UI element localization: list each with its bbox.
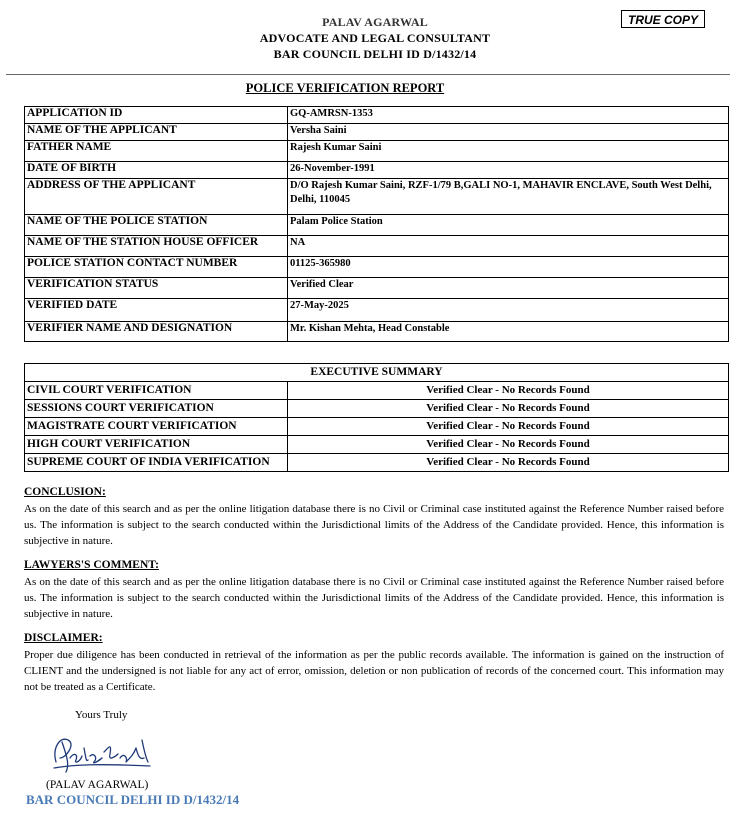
info-label: ADDRESS OF THE APPLICANT <box>25 179 288 215</box>
summary-label: HIGH COURT VERIFICATION <box>25 436 288 454</box>
info-label: NAME OF THE APPLICANT <box>25 124 288 141</box>
conclusion-section <box>24 484 724 549</box>
summary-row <box>25 382 729 400</box>
info-value: 27-May-2025 <box>288 299 729 322</box>
disclaimer-section <box>24 630 724 695</box>
report-title: POLICE VERIFICATION REPORT <box>245 81 445 95</box>
lawyer-title: ADVOCATE AND LEGAL CONSULTANT <box>259 31 491 45</box>
info-row <box>25 236 729 257</box>
header-divider <box>6 74 730 75</box>
summary-row <box>25 418 729 436</box>
info-row <box>25 124 729 141</box>
info-value: GQ-AMRSN-1353 <box>288 107 729 124</box>
info-label: NAME OF THE STATION HOUSE OFFICER <box>25 236 288 257</box>
info-value: 26-November-1991 <box>288 162 729 179</box>
lawyer-bar-id: BAR COUNCIL DELHI ID D/1432/14 <box>273 47 477 61</box>
info-row <box>25 179 729 215</box>
conclusion-text: As on the date of this search and as per the online litigation database there is no Civil or Criminal case instituted against the Reference Number raised before us. The information is subject to the search conducted within the Jurisdictional limits of the Address of the Candidate provided. Hence, this information is subjective in nature. <box>24 503 724 547</box>
summary-heading: EXECUTIVE SUMMARY <box>25 364 729 382</box>
summary-value: Verified Clear - No Records Found <box>288 418 729 436</box>
summary-row <box>25 400 729 418</box>
info-label: DATE OF BIRTH <box>25 162 288 179</box>
info-value: Mr. Kishan Mehta, Head Constable <box>288 322 729 342</box>
lawyers-comment-text: As on the date of this search and as per the online litigation database there is no Civil or Criminal case instituted against the Reference Number raised before us. The information is subject to the search conducted within the Jurisdictional limits of the Address of the Candidate provided. Hence, this information is subjective in nature. <box>24 576 724 620</box>
info-value: Rajesh Kumar Saini <box>288 141 729 162</box>
summary-row <box>25 436 729 454</box>
summary-label: SUPREME COURT OF INDIA VERIFICATION <box>25 454 288 472</box>
summary-value: Verified Clear - No Records Found <box>288 436 729 454</box>
info-label: VERIFIER NAME AND DESIGNATION <box>25 322 288 342</box>
handwritten-signature <box>46 728 156 778</box>
info-label: POLICE STATION CONTACT NUMBER <box>25 257 288 278</box>
info-row <box>25 162 729 179</box>
info-value: Palam Police Station <box>288 215 729 236</box>
lawyer-name: PALAV AGARWAL <box>322 15 428 29</box>
summary-heading-row <box>25 364 729 382</box>
true-copy-stamp: TRUE COPY <box>621 10 705 28</box>
summary-value: Verified Clear - No Records Found <box>288 454 729 472</box>
info-label: VERIFICATION STATUS <box>25 278 288 299</box>
summary-row <box>25 454 729 472</box>
summary-label: CIVIL COURT VERIFICATION <box>25 382 288 400</box>
summary-value: Verified Clear - No Records Found <box>288 400 729 418</box>
applicant-info-table <box>24 106 729 342</box>
info-row <box>25 215 729 236</box>
summary-label: SESSIONS COURT VERIFICATION <box>25 400 288 418</box>
info-value: Verified Clear <box>288 278 729 299</box>
lawyers-comment-heading: LAWYERS'S COMMENT: <box>24 559 159 571</box>
info-row <box>25 322 729 342</box>
summary-value: Verified Clear - No Records Found <box>288 382 729 400</box>
disclaimer-heading: DISCLAIMER: <box>24 632 103 644</box>
info-label: FATHER NAME <box>25 141 288 162</box>
info-row <box>25 107 729 124</box>
footer-bar-id: BAR COUNCIL DELHI ID D/1432/14 <box>26 792 240 807</box>
info-label: NAME OF THE POLICE STATION <box>25 215 288 236</box>
conclusion-heading: CONCLUSION: <box>24 486 106 498</box>
info-value: Versha Saini <box>288 124 729 141</box>
executive-summary-table <box>24 363 729 472</box>
lawyers-comment-section <box>24 557 724 622</box>
info-row <box>25 299 729 322</box>
info-value: D/O Rajesh Kumar Saini, RZF-1/79 B,GALI NO-1, MAHAVIR ENCLAVE, South West Delhi, Delhi, 110045 <box>288 179 729 215</box>
info-row <box>25 257 729 278</box>
info-row <box>25 278 729 299</box>
info-label: APPLICATION ID <box>25 107 288 124</box>
summary-label: MAGISTRATE COURT VERIFICATION <box>25 418 288 436</box>
signatory-name: (PALAV AGARWAL) <box>46 779 149 791</box>
info-label: VERIFIED DATE <box>25 299 288 322</box>
yours-truly: Yours Truly <box>75 709 128 721</box>
info-row <box>25 141 729 162</box>
disclaimer-text: Proper due diligence has been conducted in retrieval of the information as per the public records available. The information is gained on the instruction of CLIENT and the undersigned is not liable for any act of error, omission, deletion or non publication of records of the concerned court. This information may not be treated as a Certificate. <box>24 649 724 693</box>
info-value: NA <box>288 236 729 257</box>
info-value: 01125-365980 <box>288 257 729 278</box>
